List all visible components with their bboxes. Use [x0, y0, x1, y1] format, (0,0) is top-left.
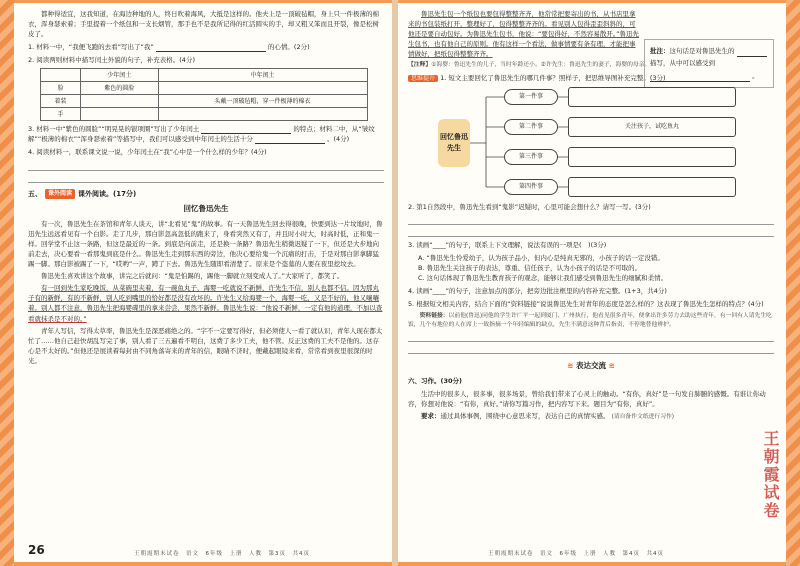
- answer-line[interactable]: [408, 332, 774, 342]
- answer-blank[interactable]: [255, 137, 325, 144]
- section-tag: 课外阅读: [45, 189, 75, 198]
- question-1: 思维提升 1. 短文主要回忆了鲁迅先生的哪几件事？照样子，把思维导图补充完整。(3分): [408, 73, 774, 83]
- comparison-table: [40, 68, 368, 121]
- page-number: 26: [28, 543, 45, 558]
- answer-box: 关注孩子，试吃鱼丸: [568, 117, 736, 137]
- table-header-row: 少年闰土 中年闰土: [41, 69, 368, 82]
- event-node: 第三件事: [504, 149, 558, 165]
- answer-line[interactable]: [408, 215, 774, 225]
- story-paragraph: 青年人写信，写得太草率，鲁迅先生是深恶痛绝之的。“字不一定要写得好，但必须使人一看了就认识，青年人现在都太忙了……他自己赶快胡乱写完了事，别人看了三五遍看不明白，这费了多少工夫，他不管。反正这费的工夫不是他的。这存心是不太好的。”但他还是展读着每封由不同角落寄来的青年的信，眼睛不济时，便戴起眼镜来看，常常看到夜里很深的时光。: [28, 326, 383, 365]
- left-page: [14, 3, 392, 562]
- intro-paragraph: 都种得适宜，这我知道，在海边种地的人，终日吹着海风，大抵是这样的。他夫上是一顶破毡帽，身上只一件极薄的棉衣，浑身瑟索着；手里提着一个纸包和一支长烟管，那手也不是我所记得的红活圆实的手，却又粗又笨而且开裂，像是松树皮了。: [28, 10, 379, 39]
- material-link: 资料链接：以前他(鲁迅)同他的学生许广平一起到厦门、广州执行，他看见很多青年，便拿出许多劳力去助这些青年，有一回有人请先生吃饭，几个有地位的人在席上一致指摘一个年轻编辑的缺点，先生不满意这种背后指责，不停地替他辨护。: [408, 313, 772, 329]
- section-6-heading: 六、习作。(30分): [408, 376, 462, 385]
- left-border-stripe: [0, 0, 14, 566]
- mind-map: [428, 87, 774, 199]
- right-page: [398, 3, 786, 562]
- event-node: 第四件事: [504, 179, 558, 195]
- answer-blank[interactable]: [737, 50, 767, 57]
- question-2: 2. 阅读两则材料中描写闰土外貌的句子，补充表格。(4分): [28, 56, 195, 65]
- story-title: 回忆鲁迅先生: [183, 204, 229, 214]
- brand-logo: 王朝霞试卷: [761, 430, 780, 520]
- story-paragraph: 鲁迅先生喜欢讲这个故事，讲完之后就问：“鬼是怕踢的，踢他一脚就立刻变成人了。”大家听了，都笑了。: [41, 272, 344, 281]
- exchange-heading: ≋ 表达交流 ≋: [567, 361, 615, 370]
- question-3: 3. 读画“____”的句子，联系上下文理解，说法有误的一项是( )(3分): [408, 240, 607, 249]
- answer-blank[interactable]: [156, 45, 266, 52]
- story-paragraph: 有一次，鲁迅先生在茶馆和青年人谈天，讲“北看见”鬼”的故事。有一天鲁迅先生回去得很晚，快要到达一片坟地时，鲁迅先生远远看见有一个白影。走了几步，那白影忽高忽低的跑来了，身看突然又有了，并且时小时大，时高时低，正和鬼一样。回学堂不止这一条路，但这是最近的一条。到底是向前走，还是换一条路？鲁迅先生稍微迟疑了一下，但还是大步地向前走去，决心要看一看那鬼到底是什么。鲁迅先生走到那东西的旁边，他决心要给鬼一个沉痛的打击，于是对那白影拿脚猛踢一脚。那白影被踢了一下，“哎哟”一声，蹲了下去。鲁迅先生随即看清楚了。原来是个盗墓的人要在夜里挖坟去。: [28, 219, 383, 269]
- answer-line[interactable]: [28, 173, 384, 183]
- table-row: 着装 头戴一顶破毡帽，穿一件极薄的棉衣: [41, 95, 368, 108]
- essay-requirements: 要求：通过具体事例，围绕中心意思来写，表达自己的真情实感。 (请自备作文纸进行习作): [421, 411, 675, 420]
- essay-prompt: 生活中的很多人，很多事，很多场景，曾给我们带来了心灵上的触动。“有你，真好”是一句发自肺腑的感慨。有谁让你动容，你想对他说：“有你，真好。”请你写篇习作，把内容写下来。题目为“有你，真好”。: [408, 389, 766, 408]
- event-node: 第二件事: [504, 119, 558, 135]
- table-row: 手: [41, 108, 368, 121]
- decor-icon: ≋: [606, 361, 615, 370]
- section-tag: 思维提升: [408, 75, 438, 82]
- answer-box[interactable]: [568, 87, 736, 107]
- annotation-box: 批注：这句话是对鲁迅先生的 描写，从中可以感受到 。: [644, 39, 774, 88]
- section-5-heading: 五、 课外阅读 课外阅读。(17分): [28, 189, 137, 198]
- decor-icon: ≋: [567, 361, 576, 370]
- option-c[interactable]: C. 这句话体现了鲁迅先生教育孩子的观念，能够让我们感受到鲁迅先生的细腻和柔情。: [418, 273, 668, 282]
- mind-map-center: 回忆鲁迅先生: [438, 119, 470, 167]
- question-4: 4. 阅读材料一，联系课文说一说，少年闰土在“我”心中是一个什么样的少年？(4分): [28, 148, 267, 157]
- story-paragraph: 有一回到先生家吃晚饭，从菜碗里夹着，有一碗鱼丸子，海婴一吃就说不新鲜，许先生不信，别人也都不信。因为那丸子有的新鲜，有的不新鲜，别人吃到嘴里的恰好都是没有改坏的。许先生又给海婴一个，海婴一吃，又是不好的，他又嚷嚷着。别人都不注意，鲁迅先生把海婴碟里的拿来尝尝，果然不新鲜。鲁迅先生说：“他说不新鲜，一定有他的道理，不加以查看就抹杀是不对的。”: [28, 284, 383, 323]
- intro-paragraph: 鲁迅先生包一个纸包也要包得整整齐齐，他常常把要寄出的书，从书店里拿来的书包装纸打开，整理好了，包得整整齐齐的。看见别人包得歪歪斜斜的，可他还是要自动包好。为鲁迅先生包书，他说：“要包得好，不然容易散开。”鲁迅先生包书，也有他自己的原则。他有这样一个看法，做事情要有条有理，才能把事情做好，把纸包得整整齐齐。: [408, 10, 639, 59]
- answer-box[interactable]: [568, 177, 736, 197]
- answer-box[interactable]: [568, 147, 736, 167]
- question-4: 4. 读画“____”的句子，注意加点的部分，把旁边批注框里的内容补充完整。(1+3，共4分): [408, 286, 667, 295]
- question-2: 2. 第1自然段中，鲁迅先生看到“鬼影”迟疑时，心里可能会想什么？请写一写。(3分): [408, 202, 651, 211]
- table-row: 脸 紫色的圆脸: [41, 82, 368, 95]
- answer-blank[interactable]: [201, 127, 291, 134]
- answer-line[interactable]: [28, 161, 384, 171]
- right-border-stripe: [786, 0, 800, 566]
- page-footer: 王朝霞期末试卷 语文 6年级 上册 人教 第3页 共4页: [134, 551, 310, 558]
- answer-line[interactable]: [408, 344, 774, 354]
- question-1: 1. 材料一中，“我便飞跑的去看”写出了“我” 的心情。(2分): [28, 43, 310, 52]
- answer-line[interactable]: [408, 227, 774, 237]
- question-5: 5. 根据短文相关内容，结合下面的“资料链接”说说鲁迅先生对青年的态度是怎么样的？这表现了鲁迅先生怎样的特点？(4分): [408, 299, 764, 308]
- option-a[interactable]: A. “鲁迅先生怜爱幼子，认为孩子品小，但内心是纯真无邪的，小孩子的话一定没错。: [418, 253, 664, 262]
- page-footer: 王朝霞期末试卷 语文 6年级 上册 人教 第4页 共4页: [488, 551, 664, 558]
- event-node: 第一件事: [504, 89, 558, 105]
- question-3: 3. 材料一中“紫色的圆脸”“明晃晃的银项圈”写出了少年闰土 的特点；材料二中，从“皱纹解”“极薄的棉衣”“浑身瑟索着”等描写中，我们可以感受到中年闰土的生活十分 。(4分): [28, 125, 375, 144]
- footnote: 【注释】①海婴：鲁迅先生的儿子，当时年龄还小。②许先生：鲁迅先生的妻子，海婴的母亲。: [408, 62, 651, 69]
- answer-blank[interactable]: [650, 75, 750, 82]
- option-b[interactable]: B. 鲁迅先生关注孩子的表达，尊重、信任孩子，认为小孩子的话是不可取的。: [418, 263, 642, 272]
